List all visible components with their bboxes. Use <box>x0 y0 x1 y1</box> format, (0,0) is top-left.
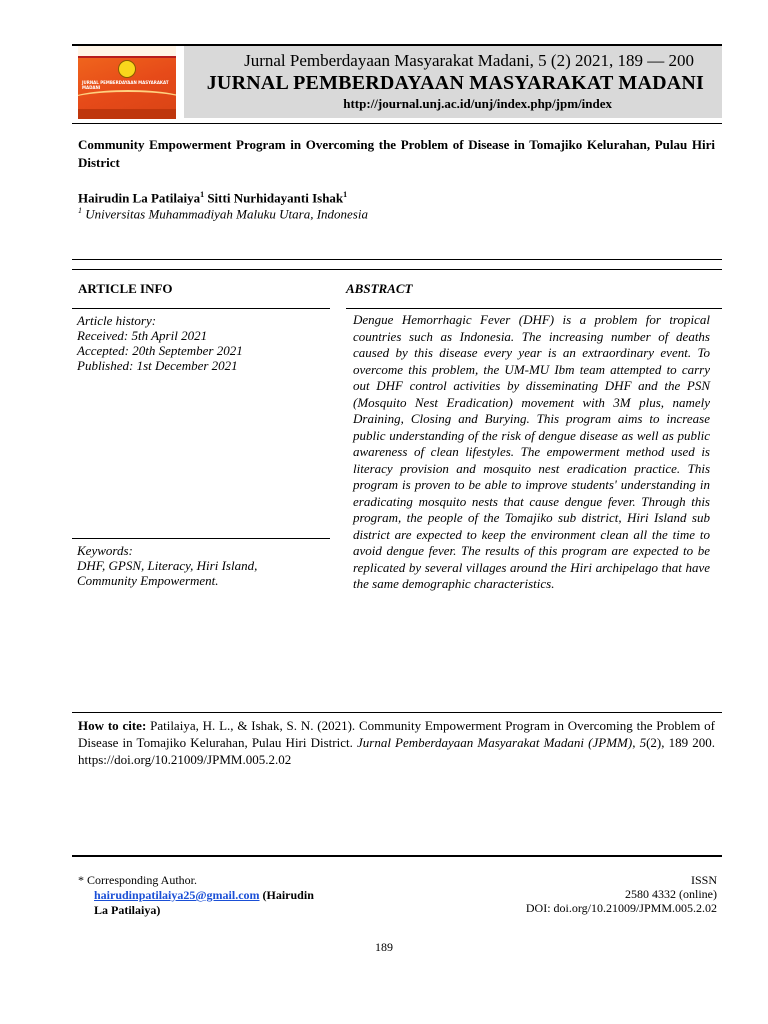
cite-volume: 5 <box>639 735 647 750</box>
article-info-heading: ARTICLE INFO <box>78 281 173 296</box>
corresponding-label: * Corresponding Author. <box>78 873 197 887</box>
cite-text: (2), 189 200. https://doi.org/10.21009/JPMM.005.2.02 <box>78 735 715 767</box>
cover-bottom-band <box>78 109 176 119</box>
page-number: 189 <box>375 940 393 954</box>
affiliation-sup: 1 <box>78 206 82 215</box>
cover-band <box>78 46 176 56</box>
issn-block <box>440 873 717 915</box>
cite-text: Patilaiya, H. L., & Ishak, S. N. (2021). Community Empowerment Program in Overcoming the Problem of Disease in Tomajiko Kelurahan, Pulau Hiri District. <box>78 718 715 750</box>
author-email-link[interactable]: hairudinpatilaiya25@gmail.com <box>94 888 260 902</box>
published-date: Published: 1st December 2021 <box>77 358 238 373</box>
history-label: Article history: <box>77 313 157 328</box>
author-name: Sitti Nurhidayanti Ishak <box>204 190 344 206</box>
abstract-rule <box>346 308 722 309</box>
keywords-line: DHF, GPSN, Literacy, Hiri Island, <box>77 558 258 573</box>
keywords-label: Keywords: <box>77 543 133 558</box>
journal-citation-line: Jurnal Pemberdayaan Masyarakat Madani, 5 (2) 2021, 189 — 200 <box>244 51 694 70</box>
how-to-cite <box>78 717 715 768</box>
journal-url[interactable]: http://journal.unj.ac.id/unj/index.php/jpm/index <box>343 96 612 111</box>
article-title: Community Empowerment Program in Overcoming the Problem of Disease in Tomajiko Kelurahan, Pulau Hiri District <box>78 137 715 170</box>
accepted-date: Accepted: 20th September 2021 <box>77 343 243 358</box>
keywords-line: Community Empowerment. <box>77 573 219 588</box>
author-name: La Patilaiya) <box>94 903 161 917</box>
keywords-rule <box>72 538 330 539</box>
journal-name: JURNAL PEMBERDAYAAN MASYARAKAT MADANI <box>206 72 704 94</box>
doi: DOI: doi.org/10.21009/JPMM.005.2.02 <box>525 901 717 915</box>
cover-band-accent <box>78 56 176 58</box>
article-history <box>77 313 243 373</box>
cite-text: , <box>632 735 640 750</box>
journal-cover-image <box>78 46 176 119</box>
abstract-heading: ABSTRACT <box>346 281 413 296</box>
affiliation <box>78 206 368 222</box>
cite-rule <box>72 712 722 713</box>
issn-online: 2580 4332 (online) <box>625 887 717 901</box>
abstract-text: Dengue Hemorrhagic Fever (DHF) is a problem for tropical countries such as Indonesia. The increasing number of deaths caused by this disease every year is an extraordinary event. To overcome this problem, the UM-MU Ibm team attempted to carry out DHF control activities by disseminating DHF and the PSN (Mosquito Nest Eradication) movement with 3M plus, namely Draining, Closing and Burying. This program aims to increase public understanding of the risk of dengue disease as well as public awareness of clean lifestyles. The empowerment method used is literacy provision and mosquito nest eradication practice. This program is proven to be able to improve students' understanding in eradicating mosquito nests that cause dengue fever. Through this program, the people of the Tomajiko sub district, Hiri Island sub district are expected to keep the environment clean all the time to avoid dengue fever. The results of this program are expected to be replicated by several villages around the Hiri archipelago that have the same demographic characteristics. <box>353 312 710 591</box>
article-info-rule <box>72 308 330 309</box>
author-list <box>78 190 347 206</box>
cover-title: JURNAL PEMBERDAYAAN MASYARAKAT MADANI <box>82 80 169 90</box>
received-date: Received: 5th April 2021 <box>77 328 208 343</box>
university-seal-icon <box>118 60 136 78</box>
author-affil-sup: 1 <box>200 190 205 199</box>
section-rule-top <box>72 259 722 260</box>
cite-journal: Jurnal Pemberdayaan Masyarakat Madani (JPMM) <box>356 735 633 750</box>
author-affil-sup: 1 <box>343 190 348 199</box>
author-name: Hairudin La Patilaiya <box>78 190 201 206</box>
affiliation-text: Universitas Muhammadiyah Maluku Utara, Indonesia <box>82 206 368 222</box>
corresponding-author <box>78 873 314 918</box>
header-bottom-rule <box>72 123 722 124</box>
keywords-block <box>77 543 257 588</box>
issn-label: ISSN <box>690 873 717 887</box>
footer-rule <box>72 855 722 857</box>
author-name: (Hairudin <box>259 888 314 902</box>
cite-label: How to cite: <box>78 718 147 733</box>
section-rule-top-2 <box>72 269 722 270</box>
